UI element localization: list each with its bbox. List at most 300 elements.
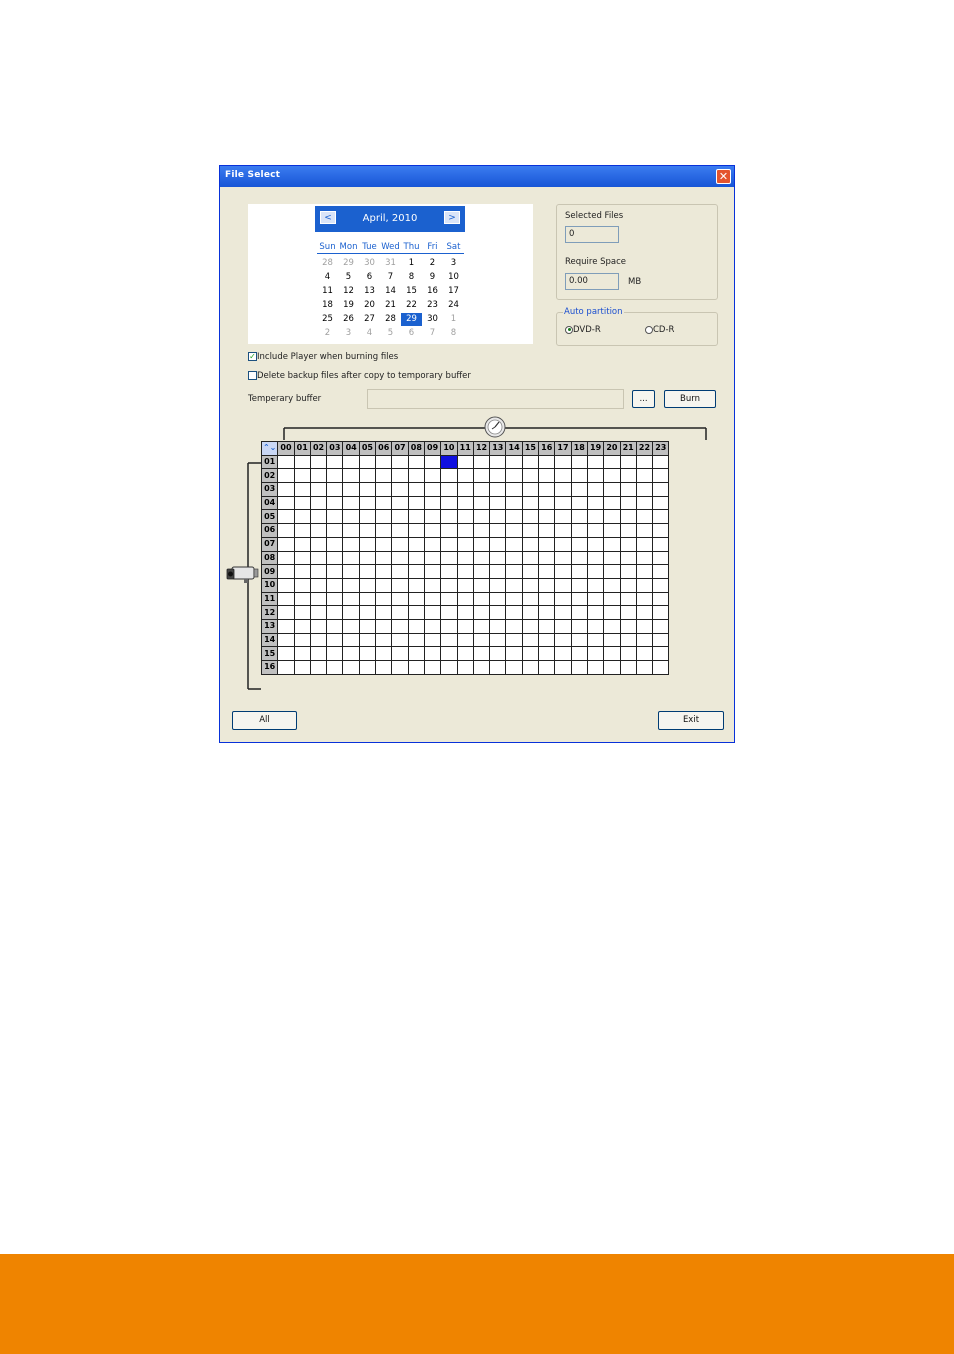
grid-cell[interactable] — [490, 578, 506, 592]
grid-cell[interactable] — [359, 619, 375, 633]
grid-cell[interactable] — [294, 592, 310, 606]
grid-cell[interactable] — [343, 592, 359, 606]
grid-cell[interactable] — [555, 647, 571, 661]
grid-cell[interactable] — [555, 619, 571, 633]
calendar-day[interactable]: 10 — [448, 272, 459, 282]
all-button[interactable]: All — [232, 711, 297, 730]
grid-cell[interactable] — [441, 619, 457, 633]
grid-cell[interactable] — [408, 578, 424, 592]
delete-backup-option[interactable] — [248, 371, 471, 381]
grid-cell[interactable] — [343, 619, 359, 633]
grid-cell[interactable] — [636, 537, 652, 551]
grid-cell[interactable] — [359, 537, 375, 551]
grid-cell[interactable] — [620, 483, 636, 497]
grid-cell[interactable] — [555, 469, 571, 483]
grid-cell[interactable] — [490, 496, 506, 510]
calendar-day[interactable]: 1 — [408, 258, 415, 268]
grid-cell[interactable] — [653, 647, 669, 661]
grid-cell[interactable] — [441, 524, 457, 538]
calendar-day[interactable]: 4 — [366, 328, 373, 338]
grid-cell[interactable] — [653, 469, 669, 483]
grid-cell[interactable] — [424, 565, 440, 579]
grid-cell[interactable] — [539, 483, 555, 497]
grid-cell[interactable] — [424, 469, 440, 483]
grid-cell[interactable] — [392, 619, 408, 633]
calendar-day[interactable]: 24 — [448, 300, 459, 310]
grid-cell[interactable] — [604, 551, 620, 565]
grid-cell[interactable] — [392, 510, 408, 524]
grid-cell[interactable] — [343, 483, 359, 497]
grid-cell[interactable] — [473, 483, 489, 497]
grid-cell[interactable] — [441, 483, 457, 497]
grid-cell[interactable] — [392, 496, 408, 510]
grid-cell[interactable] — [310, 592, 326, 606]
grid-cell[interactable] — [457, 647, 473, 661]
camera-header[interactable]: 07 — [262, 537, 278, 551]
hour-header[interactable]: 03 — [327, 442, 343, 456]
calendar-day[interactable]: 30 — [364, 258, 375, 268]
temp-buffer-input[interactable] — [367, 389, 624, 409]
grid-cell[interactable] — [620, 661, 636, 675]
grid-cell[interactable] — [490, 592, 506, 606]
grid-cell[interactable] — [343, 661, 359, 675]
grid-cell[interactable] — [278, 455, 294, 469]
calendar-day[interactable]: 9 — [429, 272, 436, 282]
grid-cell[interactable] — [457, 483, 473, 497]
include-player-option[interactable] — [248, 352, 398, 362]
grid-cell[interactable] — [571, 483, 587, 497]
grid-cell[interactable] — [555, 606, 571, 620]
next-month-button[interactable]: > — [444, 211, 460, 224]
grid-cell[interactable] — [490, 551, 506, 565]
hour-header[interactable]: 08 — [408, 442, 424, 456]
grid-cell[interactable] — [490, 606, 506, 620]
grid-cell[interactable] — [490, 524, 506, 538]
grid-cell[interactable] — [310, 510, 326, 524]
grid-cell[interactable] — [408, 647, 424, 661]
grid-cell[interactable] — [343, 606, 359, 620]
grid-cell[interactable] — [636, 469, 652, 483]
grid-cell[interactable] — [604, 510, 620, 524]
grid-cell[interactable] — [636, 606, 652, 620]
grid-cell[interactable] — [604, 469, 620, 483]
grid-cell[interactable] — [424, 524, 440, 538]
grid-cell[interactable] — [473, 551, 489, 565]
grid-cell[interactable] — [506, 496, 522, 510]
hour-header[interactable]: 17 — [555, 442, 571, 456]
grid-cell[interactable] — [653, 510, 669, 524]
grid-cell[interactable] — [278, 551, 294, 565]
grid-cell[interactable] — [636, 524, 652, 538]
grid-cell[interactable] — [587, 565, 603, 579]
grid-cell[interactable] — [327, 647, 343, 661]
grid-cell[interactable] — [294, 496, 310, 510]
grid-cell[interactable] — [653, 537, 669, 551]
grid-cell[interactable] — [604, 578, 620, 592]
grid-cell[interactable] — [441, 592, 457, 606]
grid-cell[interactable] — [522, 647, 538, 661]
grid-cell[interactable] — [653, 661, 669, 675]
grid-cell[interactable] — [587, 483, 603, 497]
grid-cell[interactable] — [278, 565, 294, 579]
grid-cell[interactable] — [441, 647, 457, 661]
grid-cell[interactable] — [441, 661, 457, 675]
hour-header[interactable]: 04 — [343, 442, 359, 456]
include-player-checkbox[interactable]: ✓ — [249, 352, 256, 361]
grid-cell[interactable] — [392, 455, 408, 469]
grid-cell[interactable] — [620, 469, 636, 483]
hour-header[interactable]: 19 — [587, 442, 603, 456]
calendar-day[interactable]: 30 — [427, 314, 438, 324]
calendar-day[interactable]: 23 — [427, 300, 438, 310]
grid-cell[interactable] — [294, 469, 310, 483]
grid-cell[interactable] — [376, 647, 392, 661]
grid-cell[interactable] — [636, 551, 652, 565]
grid-cell[interactable] — [278, 537, 294, 551]
grid-cell[interactable] — [327, 606, 343, 620]
grid-cell[interactable] — [441, 455, 457, 469]
grid-cell[interactable] — [343, 455, 359, 469]
grid-cell[interactable] — [327, 578, 343, 592]
grid-cell[interactable] — [424, 578, 440, 592]
grid-cell[interactable] — [604, 619, 620, 633]
grid-cell[interactable] — [620, 606, 636, 620]
grid-cell[interactable] — [457, 565, 473, 579]
grid-cell[interactable] — [555, 565, 571, 579]
grid-cell[interactable] — [604, 455, 620, 469]
grid-cell[interactable] — [539, 510, 555, 524]
calendar-day[interactable]: 26 — [343, 314, 354, 324]
grid-cell[interactable] — [539, 647, 555, 661]
grid-cell[interactable] — [343, 647, 359, 661]
grid-cell[interactable] — [441, 565, 457, 579]
calendar-day[interactable]: 31 — [385, 258, 396, 268]
grid-cell[interactable] — [457, 619, 473, 633]
grid-cell[interactable] — [555, 537, 571, 551]
grid-cell[interactable] — [636, 633, 652, 647]
camera-header[interactable]: 05 — [262, 510, 278, 524]
grid-cell[interactable] — [636, 496, 652, 510]
grid-cell[interactable] — [408, 524, 424, 538]
grid-cell[interactable] — [310, 565, 326, 579]
camera-header[interactable]: 12 — [262, 606, 278, 620]
grid-cell[interactable] — [327, 537, 343, 551]
grid-cell[interactable] — [506, 606, 522, 620]
grid-cell[interactable] — [506, 524, 522, 538]
grid-cell[interactable] — [539, 469, 555, 483]
grid-cell[interactable] — [571, 524, 587, 538]
grid-cell[interactable] — [278, 578, 294, 592]
grid-cell[interactable] — [620, 633, 636, 647]
calendar-day[interactable]: 14 — [385, 286, 396, 296]
camera-header[interactable]: 11 — [262, 592, 278, 606]
grid-cell[interactable] — [376, 661, 392, 675]
hour-header[interactable]: 15 — [522, 442, 538, 456]
grid-cell[interactable] — [571, 606, 587, 620]
grid-cell[interactable] — [620, 647, 636, 661]
grid-cell[interactable] — [473, 537, 489, 551]
grid-cell[interactable] — [278, 619, 294, 633]
grid-cell[interactable] — [294, 551, 310, 565]
grid-cell[interactable] — [376, 633, 392, 647]
grid-cell[interactable] — [653, 483, 669, 497]
grid-cell[interactable] — [571, 496, 587, 510]
grid-cell[interactable] — [376, 537, 392, 551]
calendar-day[interactable]: 1 — [450, 314, 457, 324]
calendar-day[interactable]: 22 — [406, 300, 417, 310]
grid-cell[interactable] — [522, 455, 538, 469]
hour-header[interactable]: 00 — [278, 442, 294, 456]
grid-cell[interactable] — [473, 592, 489, 606]
burn-button[interactable]: Burn — [664, 390, 716, 408]
grid-cell[interactable] — [310, 469, 326, 483]
camera-header[interactable]: 03 — [262, 483, 278, 497]
calendar-day[interactable]: 17 — [448, 286, 459, 296]
grid-cell[interactable] — [620, 537, 636, 551]
grid-cell[interactable] — [424, 510, 440, 524]
grid-cell[interactable] — [408, 661, 424, 675]
grid-cell[interactable] — [571, 578, 587, 592]
grid-cell[interactable] — [376, 469, 392, 483]
grid-cell[interactable] — [490, 469, 506, 483]
grid-cell[interactable] — [343, 633, 359, 647]
camera-header[interactable]: 16 — [262, 661, 278, 675]
grid-cell[interactable] — [278, 592, 294, 606]
grid-cell[interactable] — [571, 633, 587, 647]
grid-cell[interactable] — [490, 619, 506, 633]
grid-cell[interactable] — [294, 455, 310, 469]
grid-cell[interactable] — [506, 619, 522, 633]
grid-cell[interactable] — [522, 633, 538, 647]
hour-header[interactable]: 05 — [359, 442, 375, 456]
grid-cell[interactable] — [636, 455, 652, 469]
radio-cd-r[interactable] — [645, 325, 674, 335]
grid-cell[interactable] — [604, 565, 620, 579]
grid-cell[interactable] — [473, 469, 489, 483]
grid-cell[interactable] — [604, 524, 620, 538]
grid-cell[interactable] — [424, 551, 440, 565]
grid-cell[interactable] — [441, 606, 457, 620]
grid-cell[interactable] — [408, 606, 424, 620]
grid-cell[interactable] — [555, 455, 571, 469]
calendar-day[interactable]: 29 — [401, 313, 422, 326]
grid-cell[interactable] — [424, 496, 440, 510]
grid-cell[interactable] — [506, 551, 522, 565]
grid-cell[interactable] — [457, 661, 473, 675]
grid-cell[interactable] — [522, 496, 538, 510]
grid-cell[interactable] — [604, 661, 620, 675]
camera-header[interactable]: 02 — [262, 469, 278, 483]
grid-cell[interactable] — [408, 496, 424, 510]
grid-cell[interactable] — [278, 524, 294, 538]
grid-cell[interactable] — [441, 578, 457, 592]
grid-cell[interactable] — [620, 578, 636, 592]
grid-cell[interactable] — [473, 455, 489, 469]
grid-cell[interactable] — [359, 606, 375, 620]
grid-cell[interactable] — [522, 592, 538, 606]
hour-header[interactable]: 01 — [294, 442, 310, 456]
grid-cell[interactable] — [359, 455, 375, 469]
grid-cell[interactable] — [555, 578, 571, 592]
grid-cell[interactable] — [424, 592, 440, 606]
grid-cell[interactable] — [653, 633, 669, 647]
grid-cell[interactable] — [408, 551, 424, 565]
grid-cell[interactable] — [327, 551, 343, 565]
grid-cell[interactable] — [604, 496, 620, 510]
grid-cell[interactable] — [457, 606, 473, 620]
calendar-day[interactable]: 2 — [324, 328, 331, 338]
grid-cell[interactable] — [376, 565, 392, 579]
grid-cell[interactable] — [343, 551, 359, 565]
grid-cell[interactable] — [408, 483, 424, 497]
hour-header[interactable]: 09 — [424, 442, 440, 456]
grid-cell[interactable] — [424, 633, 440, 647]
grid-cell[interactable] — [522, 551, 538, 565]
grid-cell[interactable] — [310, 606, 326, 620]
grid-cell[interactable] — [294, 537, 310, 551]
grid-cell[interactable] — [359, 647, 375, 661]
grid-cell[interactable] — [408, 619, 424, 633]
grid-cell[interactable] — [327, 633, 343, 647]
hour-header[interactable]: 12 — [473, 442, 489, 456]
grid-cell[interactable] — [539, 578, 555, 592]
grid-cell[interactable] — [506, 565, 522, 579]
grid-cell[interactable] — [571, 619, 587, 633]
grid-cell[interactable] — [457, 510, 473, 524]
grid-cell[interactable] — [473, 661, 489, 675]
grid-cell[interactable] — [653, 524, 669, 538]
grid-cell[interactable] — [522, 606, 538, 620]
hour-header[interactable]: 11 — [457, 442, 473, 456]
calendar-day[interactable]: 16 — [427, 286, 438, 296]
grid-cell[interactable] — [327, 661, 343, 675]
camera-header[interactable]: 13 — [262, 619, 278, 633]
grid-cell[interactable] — [473, 647, 489, 661]
grid-cell[interactable] — [457, 633, 473, 647]
grid-cell[interactable] — [376, 496, 392, 510]
grid-cell[interactable] — [392, 524, 408, 538]
grid-cell[interactable] — [604, 647, 620, 661]
grid-cell[interactable] — [522, 565, 538, 579]
grid-cell[interactable] — [424, 455, 440, 469]
grid-cell[interactable] — [294, 606, 310, 620]
grid-cell[interactable] — [522, 524, 538, 538]
camera-header[interactable]: 15 — [262, 647, 278, 661]
prev-month-button[interactable]: < — [320, 211, 336, 224]
hour-header[interactable]: 20 — [604, 442, 620, 456]
grid-cell[interactable] — [604, 483, 620, 497]
grid-cell[interactable] — [522, 578, 538, 592]
grid-cell[interactable] — [653, 606, 669, 620]
grid-cell[interactable] — [653, 455, 669, 469]
grid-cell[interactable] — [343, 524, 359, 538]
hour-header[interactable]: 06 — [376, 442, 392, 456]
grid-cell[interactable] — [294, 483, 310, 497]
grid-cell[interactable] — [555, 592, 571, 606]
grid-cell[interactable] — [376, 551, 392, 565]
grid-cell[interactable] — [294, 510, 310, 524]
grid-cell[interactable] — [587, 524, 603, 538]
grid-cell[interactable] — [473, 578, 489, 592]
grid-cell[interactable] — [620, 455, 636, 469]
grid-cell[interactable] — [327, 483, 343, 497]
camera-header[interactable]: 10 — [262, 578, 278, 592]
calendar-day[interactable]: 28 — [385, 314, 396, 324]
calendar-day[interactable]: 11 — [322, 286, 333, 296]
grid-cell[interactable] — [571, 661, 587, 675]
grid-cell[interactable] — [294, 565, 310, 579]
grid-cell[interactable] — [359, 592, 375, 606]
grid-cell[interactable] — [490, 661, 506, 675]
grid-cell[interactable] — [294, 524, 310, 538]
grid-cell[interactable] — [343, 578, 359, 592]
grid-cell[interactable] — [587, 592, 603, 606]
grid-cell[interactable] — [522, 537, 538, 551]
grid-cell[interactable] — [555, 661, 571, 675]
grid-cell[interactable] — [310, 524, 326, 538]
calendar-day[interactable]: 21 — [385, 300, 396, 310]
grid-cell[interactable] — [424, 483, 440, 497]
grid-cell[interactable] — [473, 619, 489, 633]
grid-cell[interactable] — [555, 524, 571, 538]
grid-cell[interactable] — [587, 661, 603, 675]
grid-cell[interactable] — [636, 592, 652, 606]
exit-button[interactable]: Exit — [658, 711, 724, 730]
calendar-day[interactable]: 5 — [345, 272, 352, 282]
grid-cell[interactable] — [359, 469, 375, 483]
grid-cell[interactable] — [278, 606, 294, 620]
grid-cell[interactable] — [359, 483, 375, 497]
grid-cell[interactable] — [522, 483, 538, 497]
grid-cell[interactable] — [392, 592, 408, 606]
browse-button[interactable]: ... — [632, 390, 655, 408]
calendar-day[interactable]: 28 — [322, 258, 333, 268]
grid-cell[interactable] — [653, 565, 669, 579]
grid-cell[interactable] — [653, 496, 669, 510]
grid-cell[interactable] — [392, 647, 408, 661]
grid-cell[interactable] — [506, 592, 522, 606]
grid-cell[interactable] — [522, 661, 538, 675]
grid-cell[interactable] — [555, 496, 571, 510]
calendar-day[interactable]: 6 — [408, 328, 415, 338]
hour-header[interactable]: 02 — [310, 442, 326, 456]
grid-cell[interactable] — [294, 619, 310, 633]
grid-cell[interactable] — [620, 592, 636, 606]
grid-cell[interactable] — [327, 565, 343, 579]
grid-cell[interactable] — [408, 633, 424, 647]
grid-cell[interactable] — [587, 619, 603, 633]
grid-cell[interactable] — [441, 496, 457, 510]
grid-cell[interactable] — [653, 619, 669, 633]
hour-header[interactable]: 23 — [653, 442, 669, 456]
grid-cell[interactable] — [278, 496, 294, 510]
grid-cell[interactable] — [653, 578, 669, 592]
grid-cell[interactable] — [310, 483, 326, 497]
calendar-day[interactable]: 15 — [406, 286, 417, 296]
grid-cell[interactable] — [555, 551, 571, 565]
grid-cell[interactable] — [408, 455, 424, 469]
grid-cell[interactable] — [310, 661, 326, 675]
grid-cell[interactable] — [604, 537, 620, 551]
grid-cell[interactable] — [359, 565, 375, 579]
grid-cell[interactable] — [278, 633, 294, 647]
grid-cell[interactable] — [506, 633, 522, 647]
grid-cell[interactable] — [310, 537, 326, 551]
calendar-day[interactable]: 6 — [366, 272, 373, 282]
calendar-day[interactable]: 27 — [364, 314, 375, 324]
clock-icon[interactable] — [483, 416, 507, 438]
grid-cell[interactable] — [653, 592, 669, 606]
